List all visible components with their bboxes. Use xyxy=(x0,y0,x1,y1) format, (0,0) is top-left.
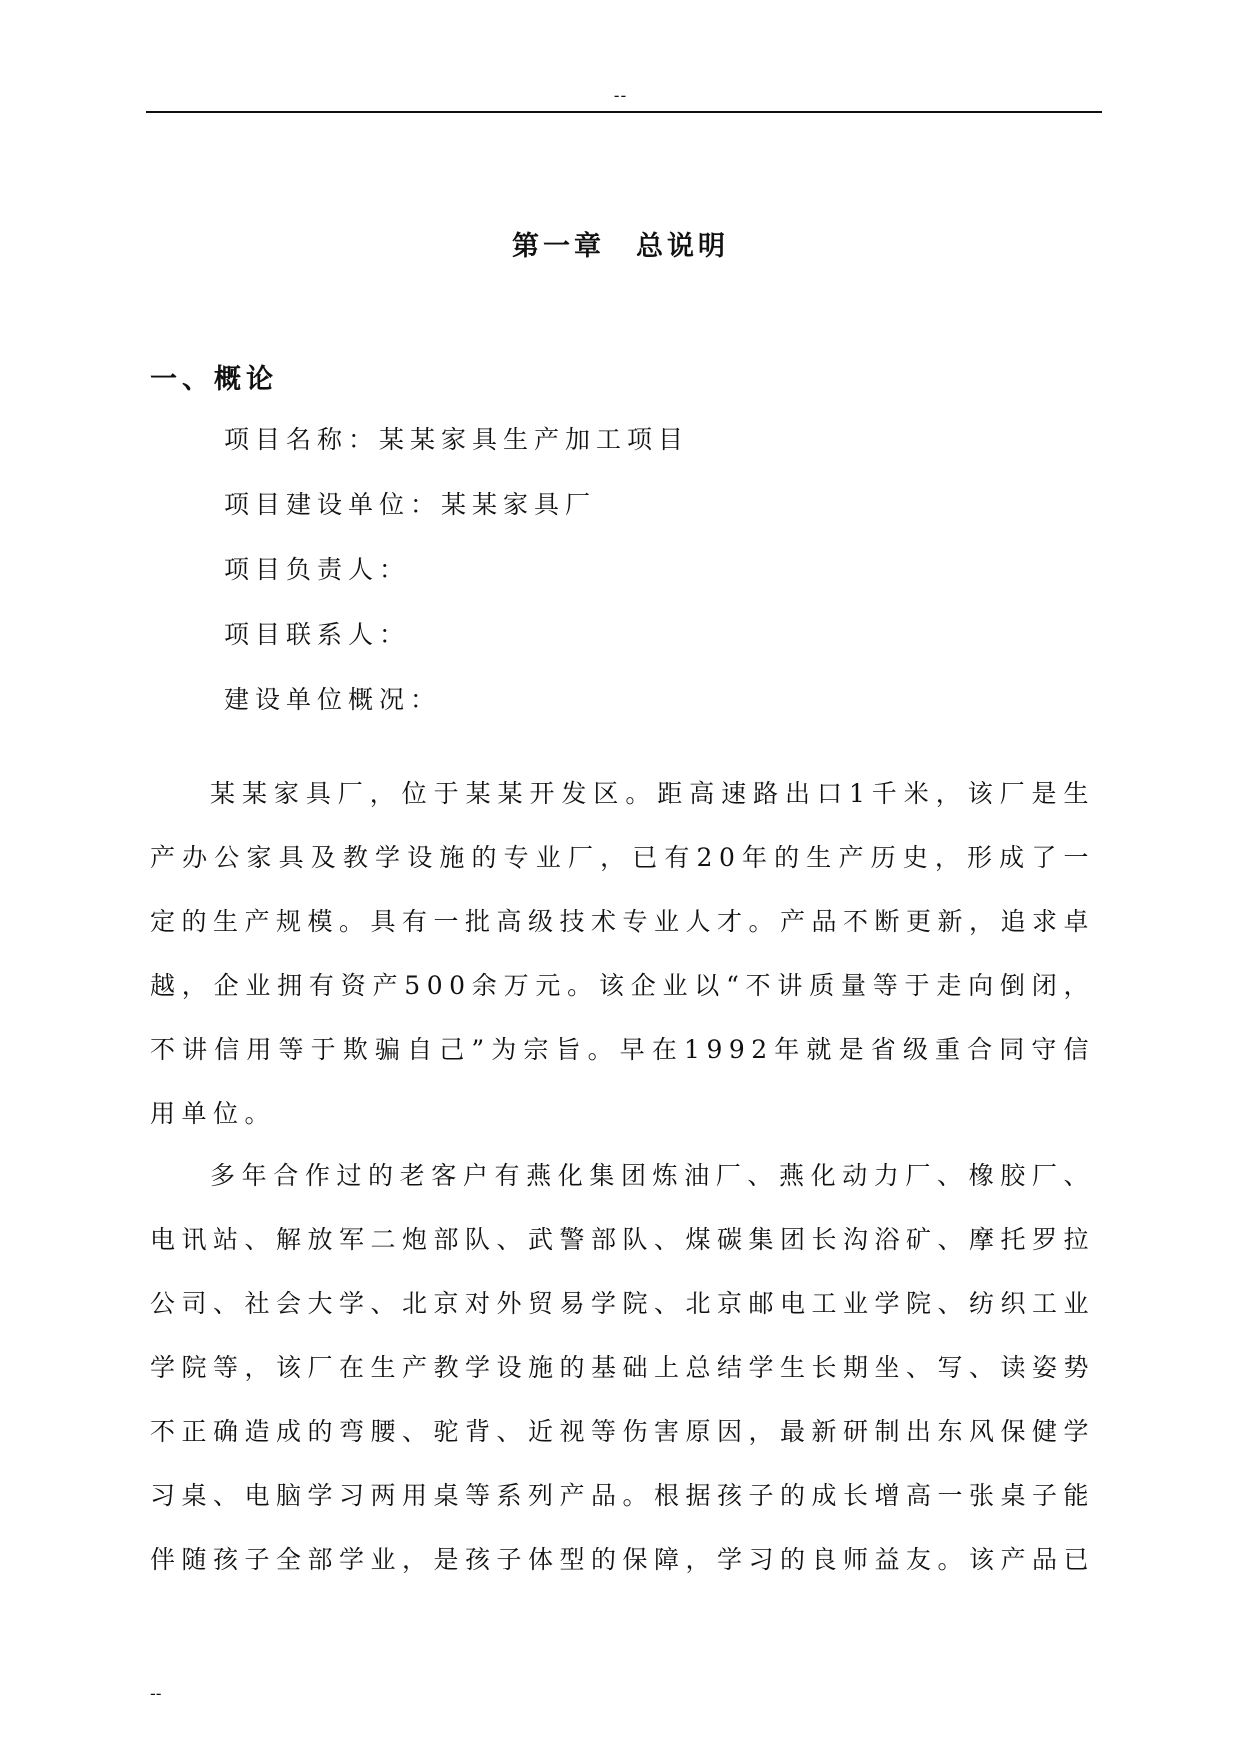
construction-unit-field: 项目建设单位：某某家具厂 xyxy=(224,490,597,519)
project-name-field: 项目名称：某某家具生产加工项目 xyxy=(224,425,690,454)
body-paragraph: 某某家具厂，位于某某开发区。距高速路出口1千米，该厂是生产办公家具及教学设施的专业厂，已有20年的生产历史，形成了一定的生产规模。具有一批高级技术专业人才。产品不断更新，追求卓越，企业拥有资产500余万元。该企业以“不讲质量等于走向倒闭，不讲信用等于欺骗自己”为宗旨。早在1992年就是省级重合同守信用单位。 xyxy=(150,779,1096,1128)
section-heading: 一、概论 xyxy=(150,364,278,395)
project-info-list xyxy=(224,420,689,745)
header-rule xyxy=(146,111,1102,113)
page-footer: -- xyxy=(150,1684,162,1703)
unit-overview-field: 建设单位概况： xyxy=(224,685,442,714)
body-paragraph: 多年合作过的老客户有燕化集团炼油厂、燕化动力厂、橡胶厂、电讯站、解放军二炮部队、武警部队、煤碳集团长沟浴矿、摩托罗拉公司、社会大学、北京对外贸易学院、北京邮电工业学院、纺织工业学院等，该厂在生产教学设施的基础上总结学生长期坐、写、读姿势不正确造成的弯腰、驼背、近视等伤害原因，最新研制出东风保健学习桌、电脑学习两用桌等系列产品。根据孩子的成长增高一张桌子能伴随孩子全部学业，是孩子体型的保障，学习的良师益友。该产品已 xyxy=(150,1161,1096,1574)
page-header: -- xyxy=(613,86,628,105)
project-contact-field: 项目联系人： xyxy=(224,620,411,649)
project-leader-field: 项目负责人： xyxy=(224,555,411,584)
chapter-title: 第一章 总说明 xyxy=(512,231,729,262)
